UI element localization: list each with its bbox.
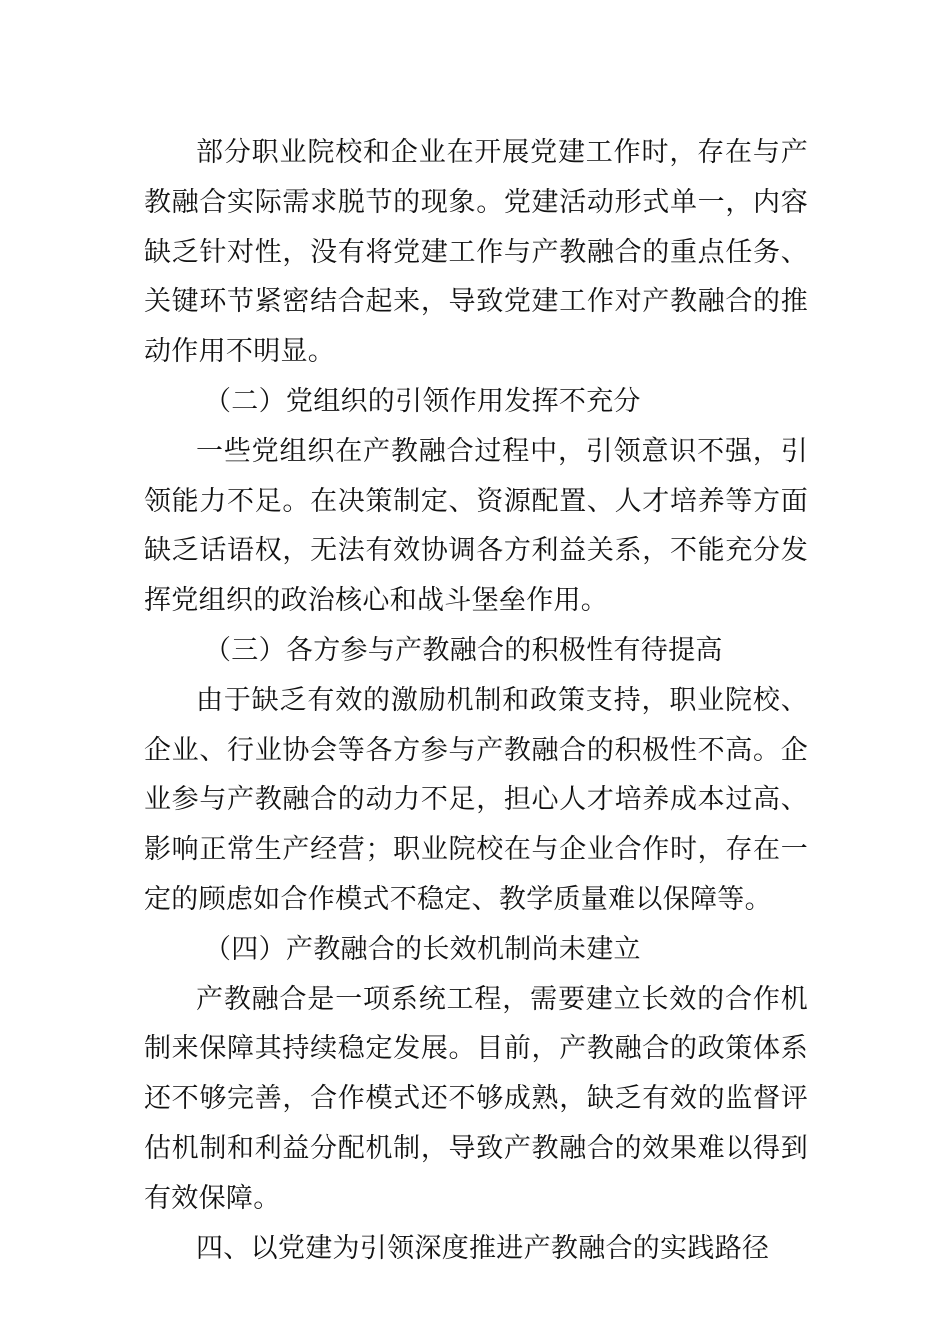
section-heading-2: （二）党组织的引领作用发挥不充分 [204, 385, 641, 417]
chapter-heading-4: 四、以党建为引领深度推进产教融合的实践路径 [196, 1232, 770, 1264]
section-heading-4: （四）产教融合的长效机制尚未建立 [204, 933, 641, 965]
body-paragraph-long-term-mechanism: 产教融合是一项系统工程，需要建立长效的合作机制来保障其持续稳定发展。目前，产教融合的政策体系还不够完善，合作模式还不够成熟，缺乏有效的监督评估机制和利益分配机制，导致产教融合的效果难以得到有效保障。 [144, 983, 808, 1214]
body-paragraph-participation: 由于缺乏有效的激励机制和政策支持，职业院校、企业、行业协会等各方参与产教融合的积极性不高。企业参与产教融合的动力不足，担心人才培养成本过高、影响正常生产经营；职业院校在与企业合作时，存在一定的顾虑如合作模式不稳定、教学质量难以保障等。 [144, 684, 808, 915]
section-heading-3: （三）各方参与产教融合的积极性有待提高 [204, 634, 723, 666]
document-body [144, 128, 808, 1273]
body-paragraph-party-building-disconnect: 部分职业院校和企业在开展党建工作时，存在与产教融合实际需求脱节的现象。党建活动形式单一，内容缺乏针对性，没有将党建工作与产教融合的重点任务、关键环节紧密结合起来，导致党建工作对产教融合的推动作用不明显。 [144, 137, 808, 368]
body-paragraph-leadership-role: 一些党组织在产教融合过程中，引领意识不强，引领能力不足。在决策制定、资源配置、人才培养等方面缺乏话语权，无法有效协调各方利益关系，不能充分发挥党组织的政治核心和战斗堡垒作用。 [144, 435, 808, 617]
